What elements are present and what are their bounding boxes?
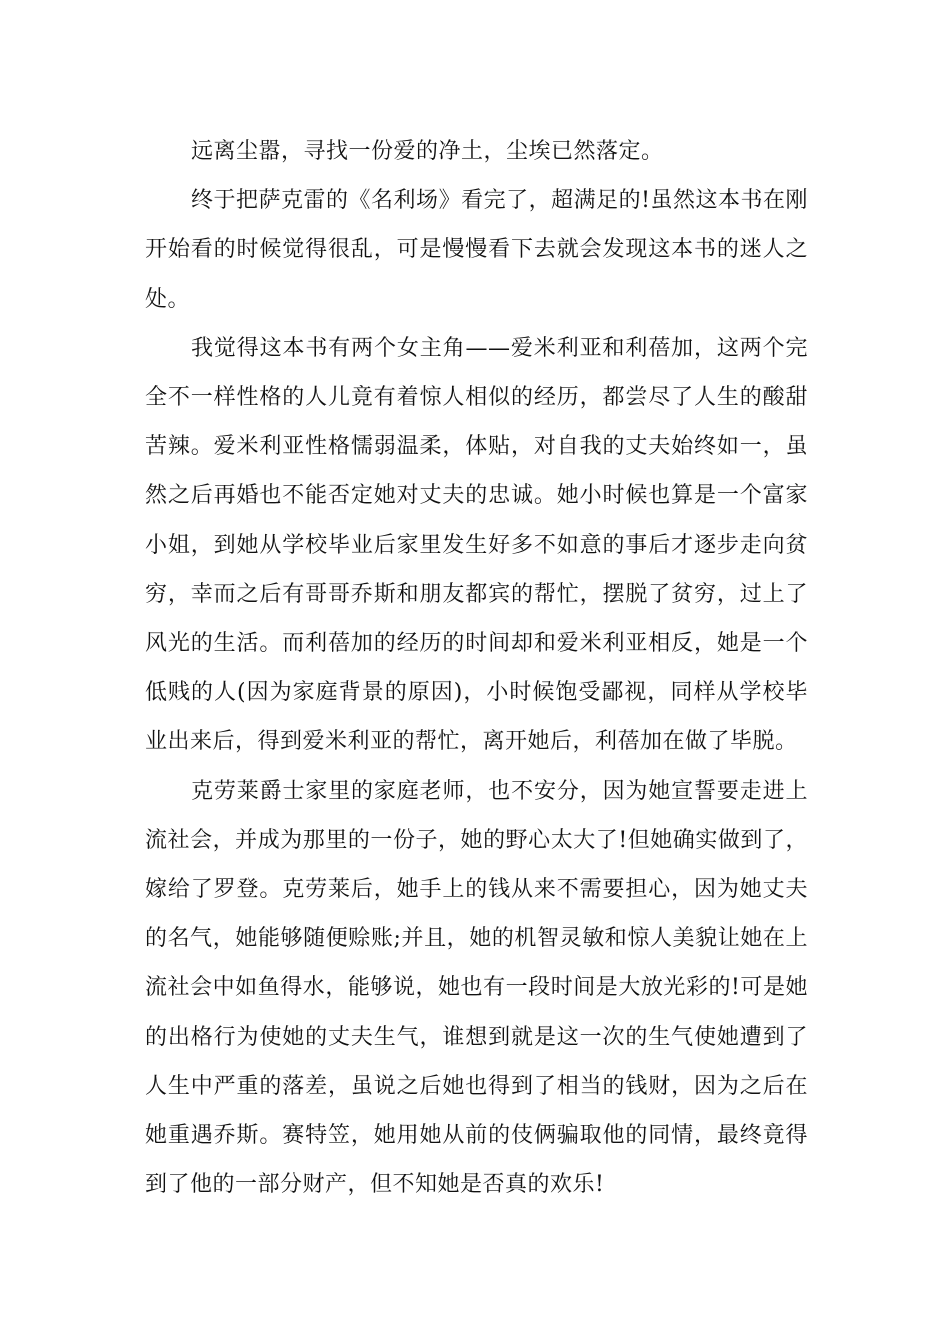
paragraph-1: 远离尘嚣，寻找一份爱的净土，尘埃已然落定。 (191, 139, 664, 164)
paragraph-2: 终于把萨克雷的《名利场》看完了，超满足的!虽然这本书在刚开始看的时候觉得很乱，可是慢慢看下去就会发现这本书的迷人之处。 (145, 188, 808, 312)
body-text (145, 127, 808, 1209)
paragraph-4: 克劳莱爵士家里的家庭老师，也不安分，因为她宣誓要走进上流社会，并成为那里的一份子，她的野心太大了!但她确实做到了，嫁给了罗登。克劳莱后，她手上的钱从来不需要担心，因为她丈夫的名气，她能够随便赊账;并且，她的机智灵敏和惊人美貌让她在上流社会中如鱼得水，能够说，她也有一段时间是大放光彩的!可是她的出格行为使她的丈夫生气，谁想到就是这一次的生气使她遭到了人生中严重的落差，虽说之后她也得到了相当的钱财，因为之后在她重遇乔斯。赛特笠，她用她从前的伎俩骗取他的同情，最终竟得到了他的一部分财产，但不知她是否真的欢乐! (145, 778, 808, 1198)
paragraph-3: 我觉得这本书有两个女主角——爱米利亚和利蓓加，这两个完全不一样性格的人儿竟有着惊人相似的经历，都尝尽了人生的酸甜苦辣。爱米利亚性格懦弱温柔，体贴，对自我的丈夫始终如一，虽然之后再婚也不能否定她对丈夫的忠诚。她小时候也算是一个富家小姐，到她从学校毕业后家里发生好多不如意的事后才逐步走向贫穷，幸而之后有哥哥乔斯和朋友都宾的帮忙，摆脱了贫穷，过上了风光的生活。而利蓓加的经历的时间却和爱米利亚相反，她是一个低贱的人(因为家庭背景的原因)，小时候饱受鄙视，同样从学校毕业出来后，得到爱米利亚的帮忙，离开她后，利蓓加在做了毕脱。 (145, 335, 808, 755)
